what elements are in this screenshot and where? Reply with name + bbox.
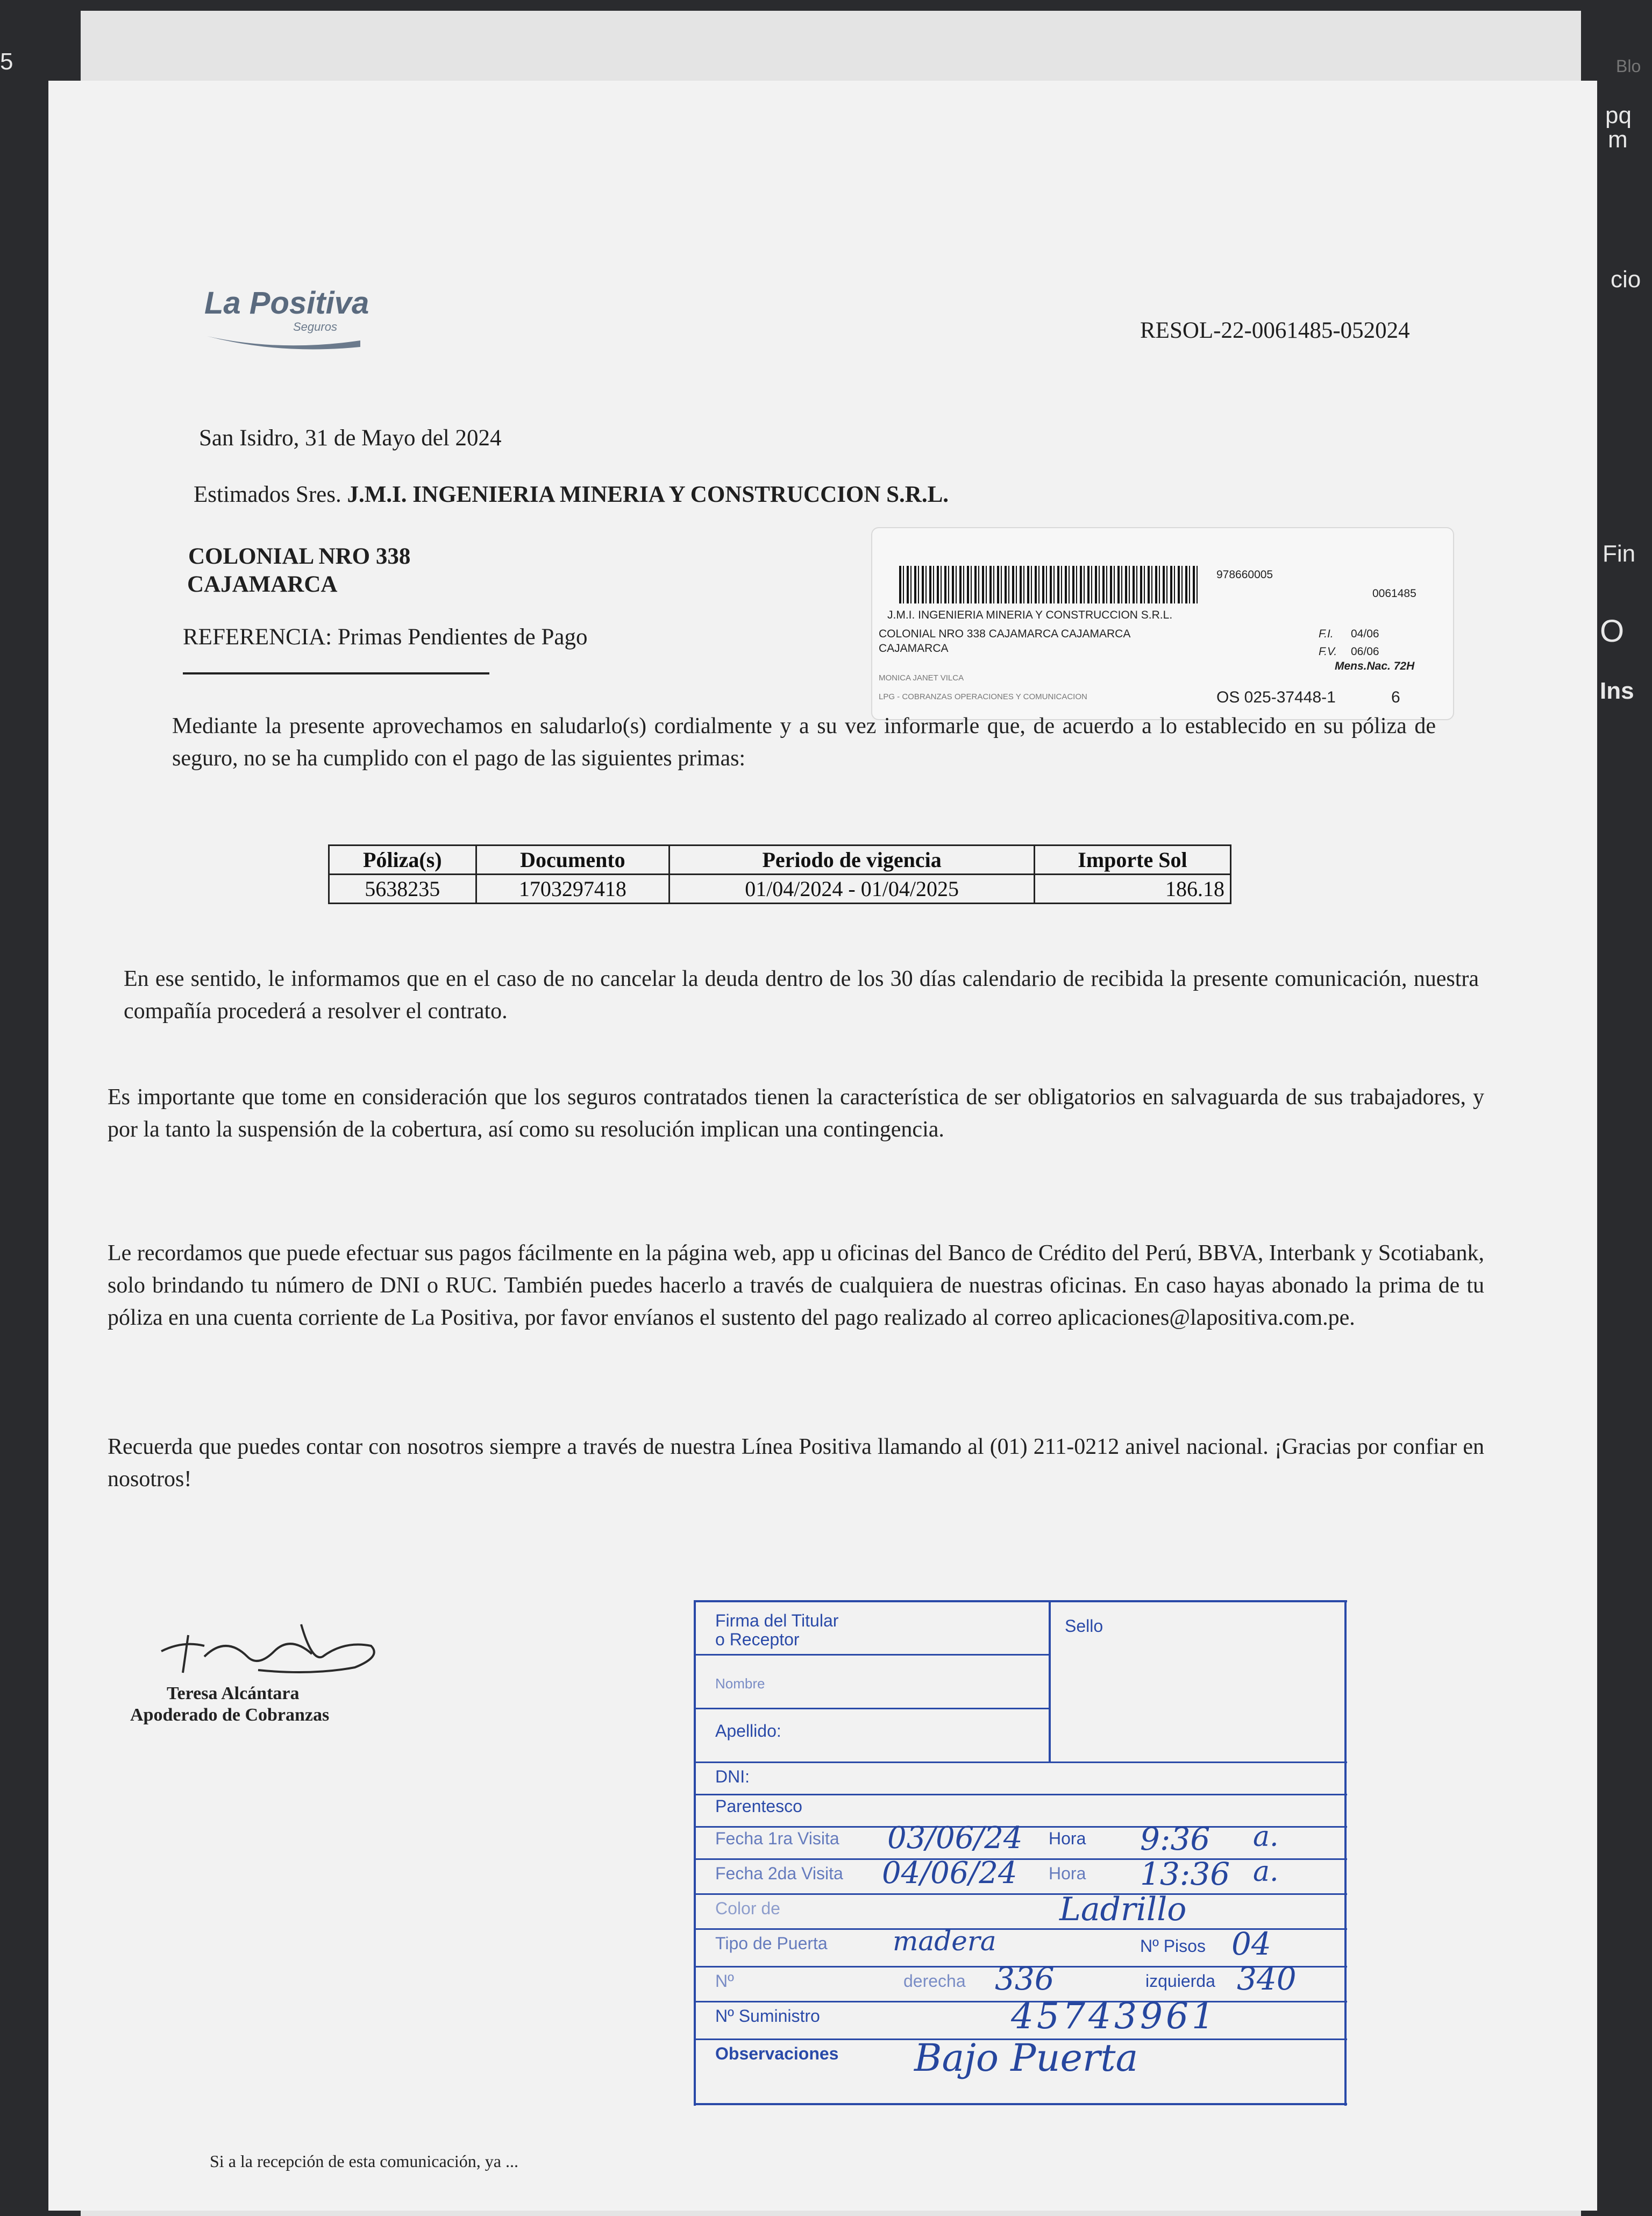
reference-underline — [183, 672, 489, 674]
stamp-suministro: Nº Suministro — [715, 2006, 820, 2026]
reference-code: RESOL-22-0061485-052024 — [1140, 318, 1410, 343]
stamp-divider — [694, 1708, 1049, 1709]
intro-paragraph: Mediante la presente aprovechamos en saludarlo(s) cordialmente y a su vez informarle que, de acuerdo a lo establecido en su póliza de seguro, no se ha cumplido con el pago de las siguientes primas: — [172, 714, 1436, 771]
label-mens: Mens.Nac. 72H — [1335, 660, 1415, 672]
logo-subtitle: Seguros — [293, 320, 337, 333]
delivery-stamp — [694, 1600, 1350, 2108]
label-address-2: CAJAMARCA — [879, 642, 949, 655]
table-cell: 5638235 — [329, 875, 476, 904]
stamp-visita-1: Fecha 1ra Visita — [715, 1829, 839, 1848]
background-key: O — [1600, 614, 1625, 649]
stamp-receptor: o Receptor — [715, 1630, 800, 1649]
background-key: Blo — [1616, 56, 1641, 76]
label-name: J.M.I. INGENIERIA MINERIA Y CONSTRUCCION S.R.L. — [887, 609, 1173, 621]
handwritten-fecha-1: 03/06/24 — [887, 1821, 1023, 1856]
background-key: m — [1608, 126, 1628, 153]
stamp-nombre: Nombre — [715, 1675, 765, 1692]
label-agent: MONICA JANET VILCA — [879, 673, 964, 683]
logo-swoosh-icon — [204, 331, 366, 352]
greeting-prefix: Estimados Sres. — [194, 482, 341, 507]
stamp-border — [1344, 1600, 1347, 2106]
table-cell: 186.18 — [1034, 875, 1230, 904]
logo-name: La Positiva — [204, 286, 369, 321]
handwritten-signature — [151, 1603, 387, 1689]
greeting — [194, 481, 949, 508]
mailing-label — [871, 527, 1454, 720]
handwritten-izquierda: 340 — [1237, 1961, 1297, 1997]
footer-text: Si a la recepción de esta comunicación, ya ... — [210, 2151, 518, 2171]
stamp-divider — [694, 1858, 1347, 1860]
stamp-parentesco: Parentesco — [715, 1796, 802, 1816]
label-os: OS 025-37448-1 — [1216, 688, 1336, 706]
stamp-apellido: Apellido: — [715, 1721, 781, 1741]
label-os-number: 6 — [1391, 688, 1400, 706]
stamp-pisos: Nº Pisos — [1140, 1936, 1206, 1956]
stamp-izquierda: izquierda — [1145, 1971, 1215, 1991]
handwritten-ampm-1: a. — [1253, 1821, 1279, 1853]
handwritten-pisos: 04 — [1231, 1926, 1271, 1962]
paragraph-1: En ese sentido, le informamos que en el caso de no cancelar la deuda dentro de los 30 días calendario de recibida la presente comunicación, nuestra compañía procederá a resolver el contrato. — [124, 967, 1479, 1024]
handwritten-hora-1: 9:36 — [1140, 1821, 1210, 1857]
background-key: 5 — [0, 48, 13, 75]
background-key: cio — [1611, 266, 1641, 293]
address-line-2: CAJAMARCA — [187, 572, 338, 597]
stamp-tipo: Tipo de Puerta — [715, 1934, 828, 1953]
table-row — [329, 875, 1231, 904]
table-header-row — [329, 846, 1231, 875]
handwritten-ampm-2: a. — [1253, 1856, 1279, 1888]
label-fi: 04/06 — [1351, 628, 1379, 640]
background-key: Ins — [1600, 678, 1634, 704]
background-key: Fin — [1603, 541, 1636, 567]
paragraph-4: Recuerda que puedes contar con nosotros siempre a través de nuestra Línea Positiva llamando al (01) 211-0212 anivel nacional. ¡Gracias por confiar en nosotros! — [108, 1434, 1484, 1491]
signatory-title: Apoderado de Cobranzas — [130, 1705, 330, 1725]
stamp-border — [694, 1600, 1347, 1602]
barcode-number: 978660005 — [1216, 569, 1273, 581]
handwritten-hora-2: 13:36 — [1140, 1856, 1230, 1892]
stamp-dni: DNI: — [715, 1767, 750, 1786]
paragraph-3: Le recordamos que puede efectuar sus pagos fácilmente en la página web, app u oficinas del Banco de Crédito del Perú, BBVA, Interbank y Scotiabank, solo brindando tu número de DNI o RUC. También puedes hacerlo a través de cualquiera de nuestras oficinas. En caso hayas abonado la prima de tu póliza en una cuenta corriente de La Positiva, por favor envíanos el sustento del pago realizado al correo aplicaciones@lapositiva.com.pe. — [108, 1241, 1484, 1330]
handwritten-derecha: 336 — [995, 1961, 1055, 1997]
stamp-border — [694, 1600, 696, 2106]
handwritten-observaciones: Bajo Puerta — [914, 2036, 1138, 2080]
address-line-1: COLONIAL NRO 338 — [188, 544, 411, 569]
label-fv-label: F.V. — [1319, 645, 1337, 658]
handwritten-suministro: 45743961 — [1011, 1995, 1217, 2037]
stamp-divider — [1049, 1600, 1051, 1762]
table-header: Periodo de vigencia — [670, 846, 1035, 875]
signatory-name: Teresa Alcántara — [167, 1684, 300, 1703]
table-header: Importe Sol — [1034, 846, 1230, 875]
label-code: 0061485 — [1372, 587, 1416, 600]
label-department: LPG - COBRANZAS OPERACIONES Y COMUNICACION — [879, 692, 1087, 701]
stamp-color: Color de — [715, 1899, 780, 1918]
stamp-hora-2: Hora — [1049, 1864, 1086, 1883]
handwritten-fecha-2: 04/06/24 — [882, 1856, 1017, 1891]
table-cell: 1703297418 — [476, 875, 670, 904]
stamp-divider — [694, 1654, 1049, 1656]
label-fi-label: F.I. — [1319, 628, 1334, 640]
stamp-observaciones: Observaciones — [715, 2044, 839, 2063]
table-cell: 01/04/2024 - 01/04/2025 — [670, 875, 1035, 904]
stamp-nro: Nº — [715, 1971, 734, 1991]
paragraph-2: Es importante que tome en consideración que los seguros contratados tienen la característica de ser obligatorios en salvaguarda de sus trabajadores, y por la tanto la suspensión de la cobertura, así como su resolución implican una contingencia. — [108, 1085, 1484, 1142]
handwritten-tipo: madera — [893, 1926, 996, 1957]
stamp-hora-1: Hora — [1049, 1829, 1086, 1848]
label-address-1: COLONIAL NRO 338 CAJAMARCA CAJAMARCA — [879, 628, 1131, 640]
stamp-derecha: derecha — [903, 1971, 966, 1991]
debt-table — [328, 844, 1231, 904]
table-header: Póliza(s) — [329, 846, 476, 875]
stamp-divider — [694, 1762, 1347, 1763]
recipient-company: J.M.I. INGENIERIA MINERIA Y CONSTRUCCION S.R.L. — [347, 482, 949, 507]
stamp-divider — [694, 1893, 1347, 1895]
stamp-visita-2: Fecha 2da Visita — [715, 1864, 843, 1883]
reference-subject: REFERENCIA: Primas Pendientes de Pago — [183, 624, 588, 650]
stamp-firma: Firma del Titular — [715, 1611, 839, 1630]
stamp-border — [694, 2103, 1347, 2105]
company-logo — [204, 285, 369, 333]
barcode — [899, 566, 1200, 603]
stamp-divider — [694, 1794, 1347, 1795]
letter-date: San Isidro, 31 de Mayo del 2024 — [199, 425, 502, 451]
background-key: pq — [1605, 102, 1632, 129]
handwritten-color: Ladrillo — [1059, 1891, 1187, 1928]
table-header: Documento — [476, 846, 670, 875]
label-fv: 06/06 — [1351, 645, 1379, 658]
stamp-sello: Sello — [1065, 1616, 1103, 1636]
